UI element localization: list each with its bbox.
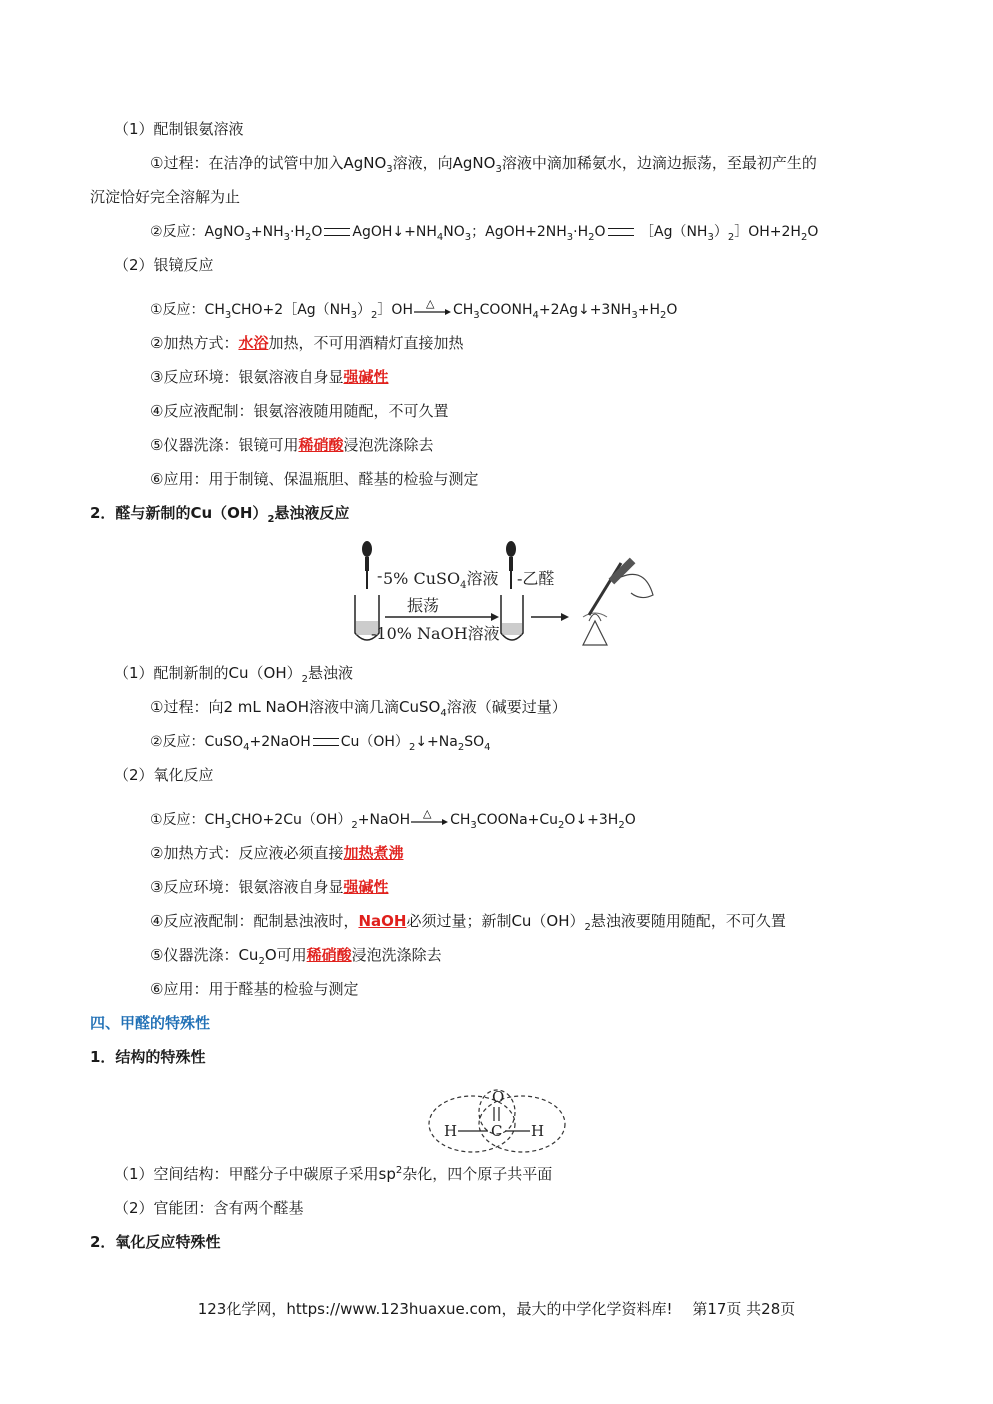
functional-group: （2）官能团：含有两个醛基 <box>114 1199 304 1217</box>
cu-process: ①过程：向2 mL NaOH溶液中滴几滴CuSO$_4$溶液（碱要过量） <box>150 698 567 719</box>
spatial-structure: （1）空间结构：甲醛分子中碳原子采用$sp^2$杂化，四个原子共平面 <box>114 1165 553 1183</box>
section-c2-heading: （2）氧化反应 <box>114 766 214 784</box>
carbon-atom: C <box>491 1122 503 1140</box>
svg-text:△: △ <box>425 297 435 310</box>
process-line-1-cont: 沉淀恰好完全溶解为止 <box>90 188 241 206</box>
heating-method: ②加热方式：水浴加热，不可用酒精灯直接加热 <box>150 334 464 352</box>
alcohol-lamp-icon <box>583 613 607 645</box>
section-4-heading: 四、甲醛的特殊性 <box>90 1014 211 1032</box>
heat-arrow-icon <box>413 297 453 317</box>
hydrogen-atom-left: H <box>444 1122 458 1140</box>
instrument-cleaning: ⑤仪器洗涤：银镜可用稀硝酸浸泡洗涤除去 <box>150 436 434 454</box>
tube-holder-icon <box>589 558 653 615</box>
application: ⑥应用：用于制镜、保温瓶胆、醛基的检验与测定 <box>150 470 479 488</box>
shake-label: 振荡 <box>407 596 440 615</box>
section-c1-heading: （1）配制新制的$Cu(OH)_2$悬浊液 <box>114 664 354 685</box>
naoh-label: -10% NaOH溶液 <box>371 624 500 643</box>
heading-4-1: 1．结构的特殊性 <box>90 1048 206 1066</box>
c-reaction-environment: ③反应环境：银氨溶液自身显强碱性 <box>150 878 389 896</box>
reaction-environment: ③反应环境：银氨溶液自身显强碱性 <box>150 368 389 386</box>
cuso4-label: 5% CuSO$_4$溶液 <box>383 569 499 591</box>
oxygen-atom: O <box>492 1088 505 1106</box>
silver-mirror-reaction: ①反应：$CH_3CHO+2[Ag(NH_3)_2]OH$ △ $CH_3COONH_4+2Ag↓+3NH_3+H_2O$ <box>150 297 678 321</box>
dropper-icon <box>362 541 372 589</box>
aldehyde-label: -乙醛 <box>517 569 555 588</box>
c-instrument-cleaning: ⑤仪器洗涤：$Cu_2O$可用稀硝酸浸泡洗涤除去 <box>150 946 442 967</box>
hydrogen-atom-right: H <box>531 1122 545 1140</box>
c-heating-method: ②加热方式：反应液必须直接加热煮沸 <box>150 844 404 862</box>
equals-sign <box>608 228 634 236</box>
equals-sign <box>313 738 339 746</box>
heading-4-2: 2．氧化反应特殊性 <box>90 1233 221 1251</box>
test-tube-icon <box>501 595 523 640</box>
process-line-1: ①过程：在洁净的试管中加入AgNO$_3$溶液，向AgNO$_3$溶液中滴加稀氨水，边滴边振荡，至最初产生的 <box>150 154 817 175</box>
oxidation-reaction: ①反应：$CH_3CHO+2Cu(OH)_2+NaOH$ △ $CH_3COONa+Cu_2O↓+3H_2O$ <box>150 807 636 831</box>
apparatus-figure <box>345 537 665 649</box>
c-solution-prep: ④反应液配制：配制悬浊液时，NaOH必须过量；新制$Cu(OH)_2$悬浊液要随用随配，不可久置 <box>150 912 786 933</box>
equals-sign <box>324 228 350 236</box>
solution-prep: ④反应液配制：银氨溶液随用随配，不可久置 <box>150 402 449 420</box>
svg-text:-: - <box>377 566 383 585</box>
page-footer: 123化学网，https://www.123huaxue.com，最大的中学化学资料库! 第17页 共28页 <box>197 1300 796 1318</box>
heading-2: 2．醛与新制的$Cu(OH)_2$悬浊液反应 <box>90 504 350 525</box>
heat-arrow-icon <box>410 807 450 827</box>
cu-reaction: ②反应：CuSO$_4$+2NaOH $Cu(OH)_2↓+Na_2SO_4$ <box>150 734 491 753</box>
c-application: ⑥应用：用于醛基的检验与测定 <box>150 980 359 998</box>
formaldehyde-structure <box>426 1080 568 1156</box>
dropper-icon <box>506 541 516 589</box>
section-1-heading: （1）配制银氨溶液 <box>114 120 244 138</box>
section-2-heading: （2）银镜反应 <box>114 256 214 274</box>
reaction-line-1: ②反应：$AgNO_3+NH_3\cdot H_2O$ $AgOH↓+NH_4NO_3$；$AgOH+2NH_3\cdot H_2O$ $[Ag(NH_3)_2]OH+2H_2O$ <box>150 224 819 243</box>
svg-text:△: △ <box>423 807 432 820</box>
